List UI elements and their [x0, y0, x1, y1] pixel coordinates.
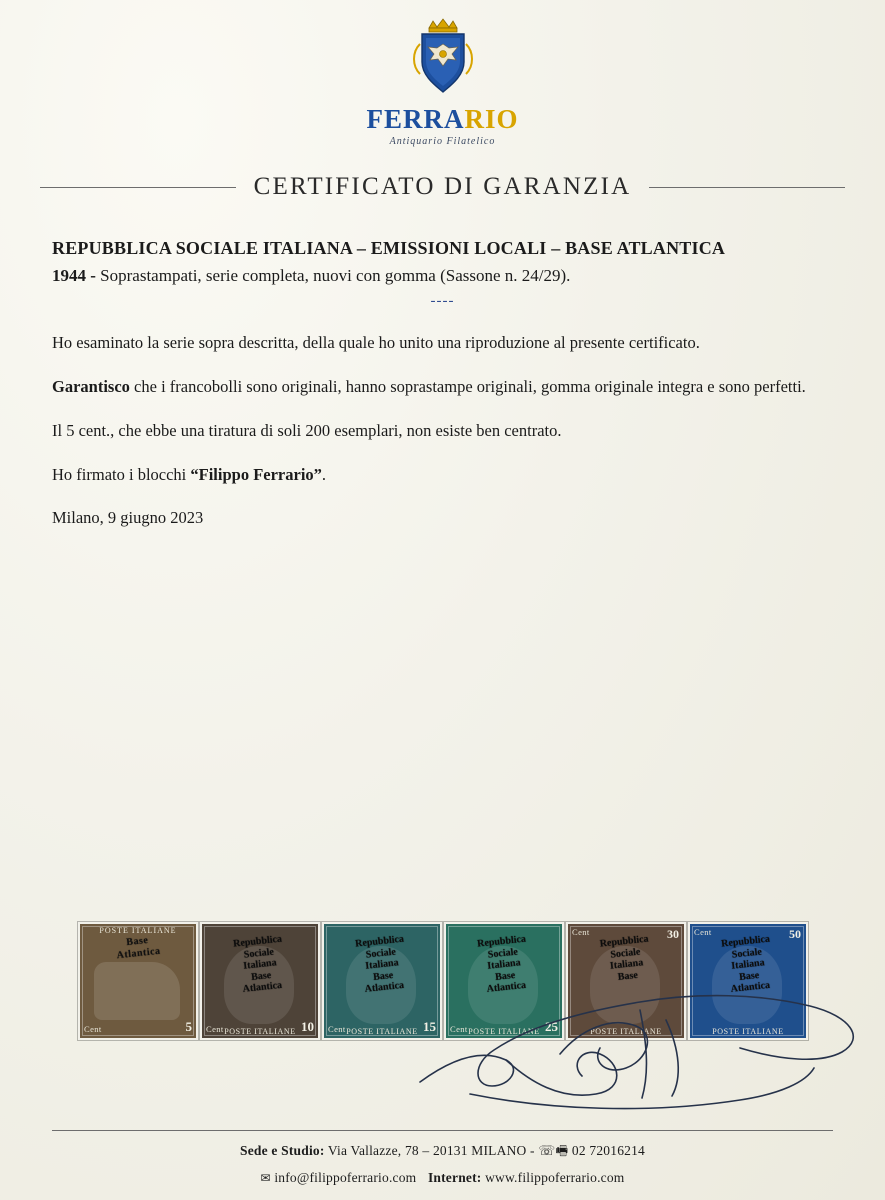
footer-contact-row — [0, 1170, 885, 1186]
overprint-line: Sociale — [365, 946, 397, 961]
overprint-line: Base — [250, 969, 272, 983]
stamp-item — [200, 922, 320, 1040]
wolf-vignette-icon — [94, 962, 180, 1020]
overprint-line: Repubblica — [476, 933, 527, 950]
stamp-cent-label: Cent — [328, 1024, 346, 1034]
overprint-line: Italiana — [486, 957, 522, 972]
stamp-bottom-label: POSTE ITALIANE — [712, 1027, 784, 1036]
stamp-value: 30 — [667, 927, 679, 941]
stamp-overprint — [233, 934, 288, 996]
signed-blocks-pre: Ho firmato i blocchi — [52, 464, 191, 484]
overprint-line: Repubblica — [599, 933, 650, 950]
place-and-date: Milano, 9 giugno 2023 — [52, 508, 204, 528]
signed-blocks-post: . — [321, 464, 327, 484]
overprint-line: Atlantica — [730, 979, 771, 995]
overprint-line: Atlantica — [486, 979, 527, 995]
overprint-line: Atlantica — [116, 945, 162, 961]
overprint-line: Italiana — [364, 957, 400, 972]
overprint-line: Atlantica — [364, 979, 405, 995]
stamp-value: 10 — [301, 1019, 314, 1034]
stamp-cent-label: Cent — [450, 1024, 468, 1034]
overprint-line: Repubblica — [720, 933, 771, 950]
phone-fax-icon: ☏🖷 — [538, 1143, 569, 1158]
footer-website[interactable]: www.filippoferrario.com — [481, 1170, 625, 1185]
overprint-line: Atlantica — [242, 979, 283, 995]
footer-email[interactable]: info@filippoferrario.com — [274, 1170, 417, 1185]
overprint-line: Italiana — [730, 957, 766, 972]
title-rule-left — [40, 187, 236, 188]
certificate-body — [0, 235, 885, 531]
overprint-line: Sociale — [243, 946, 275, 961]
stamp-bottom-label: POSTE ITALIANE — [346, 1027, 418, 1036]
overprint-line: Italiana — [609, 957, 644, 972]
subject-description: Soprastampati, serie completa, nuovi con gomma (Sassone n. 24/29). — [100, 266, 571, 286]
stamp-value: 15 — [423, 1019, 436, 1034]
footer-internet-label: Internet: — [427, 1170, 482, 1185]
stamp-cent-label: Cent — [572, 927, 590, 937]
paragraph-3: Il 5 cent., che ebbe una tiratura di soli 200 esemplari, non esiste ben centrato. — [52, 420, 562, 440]
brand-name-part1: FERRA — [366, 104, 465, 134]
envelope-icon: ✉ — [260, 1171, 271, 1185]
subject-line-1: REPUBBLICA SOCIALE ITALIANA – EMISSIONI LOCALI – BASE ATLANTICA — [52, 238, 726, 258]
stamp-value: 50 — [789, 927, 801, 941]
page-title: CERTIFICATO DI GARANZIA — [253, 173, 632, 200]
overprint-line: Sociale — [609, 945, 641, 961]
subject-line-2 — [52, 264, 833, 289]
stamp-cent-label: Cent — [694, 927, 712, 937]
brand-name — [366, 104, 518, 135]
stamp-overprint — [355, 934, 410, 996]
overprint-line: Repubblica — [232, 933, 283, 950]
stamp-item — [78, 922, 198, 1040]
paragraph-4 — [52, 463, 833, 488]
overprint-line: Sociale — [487, 946, 519, 961]
heraldic-crest-icon — [404, 14, 482, 100]
overprint-line: Italiana — [242, 957, 278, 972]
signed-blocks-name: “Filippo Ferrario” — [190, 464, 322, 484]
footer-address: Via Vallazze, 78 – 20131 MILANO - — [324, 1143, 539, 1158]
brand-name-part2: RIO — [464, 104, 519, 134]
overprint-line: Base — [617, 969, 639, 983]
footer — [0, 1130, 885, 1186]
stamp-bottom-label: POSTE ITALIANE — [590, 1027, 662, 1036]
paragraph-1: Ho esaminato la serie sopra descritta, della quale ho unito una riproduzione al presente certificato. — [52, 333, 700, 353]
stamp-item — [566, 922, 686, 1040]
footer-studio-label: Sede e Studio: — [239, 1143, 325, 1158]
overprint-line: Base — [372, 969, 394, 983]
overprint-line: Base — [738, 969, 760, 983]
overprint-line: Base — [494, 969, 516, 983]
stamp-top-label: POSTE ITALIANE — [99, 926, 177, 935]
stamp-cent-label: Cent — [206, 1024, 224, 1034]
stamp-overprint — [599, 934, 652, 985]
stamp-item — [322, 922, 442, 1040]
stamp-bottom-label: POSTE ITALIANE — [468, 1027, 540, 1036]
guarantee-keyword: Garantisco — [52, 377, 130, 397]
paragraph-2 — [52, 375, 833, 400]
footer-rule — [52, 1130, 833, 1131]
stamp-item — [688, 922, 808, 1040]
divider-dashes: ---- — [430, 292, 455, 309]
subject-year: 1944 - — [52, 266, 101, 286]
letterhead — [0, 0, 885, 147]
footer-phone: 02 72016214 — [568, 1143, 646, 1158]
stamp-overprint — [477, 934, 532, 996]
title-rule-right — [649, 187, 845, 188]
overprint-line: Base — [125, 934, 149, 949]
guarantee-text: che i francobolli sono originali, hanno soprastampe originali, gomma originale integra e sono perfetti. — [129, 377, 806, 397]
overprint-line: Sociale — [731, 946, 763, 961]
stamp-strip-image — [78, 922, 808, 1040]
stamp-item — [444, 922, 564, 1040]
brand-subtitle: Antiquario Filatelico — [389, 136, 496, 147]
stamp-overprint — [115, 934, 161, 961]
stamp-value: 5 — [185, 1019, 192, 1034]
stamp-bottom-label: POSTE ITALIANE — [224, 1027, 296, 1036]
document-title-row — [0, 173, 885, 201]
stamp-value: 25 — [545, 1019, 558, 1034]
stamp-overprint — [721, 934, 776, 996]
footer-address-row — [0, 1141, 885, 1164]
stamp-cent-label: Cent — [84, 1024, 102, 1034]
overprint-line: Repubblica — [354, 933, 405, 950]
